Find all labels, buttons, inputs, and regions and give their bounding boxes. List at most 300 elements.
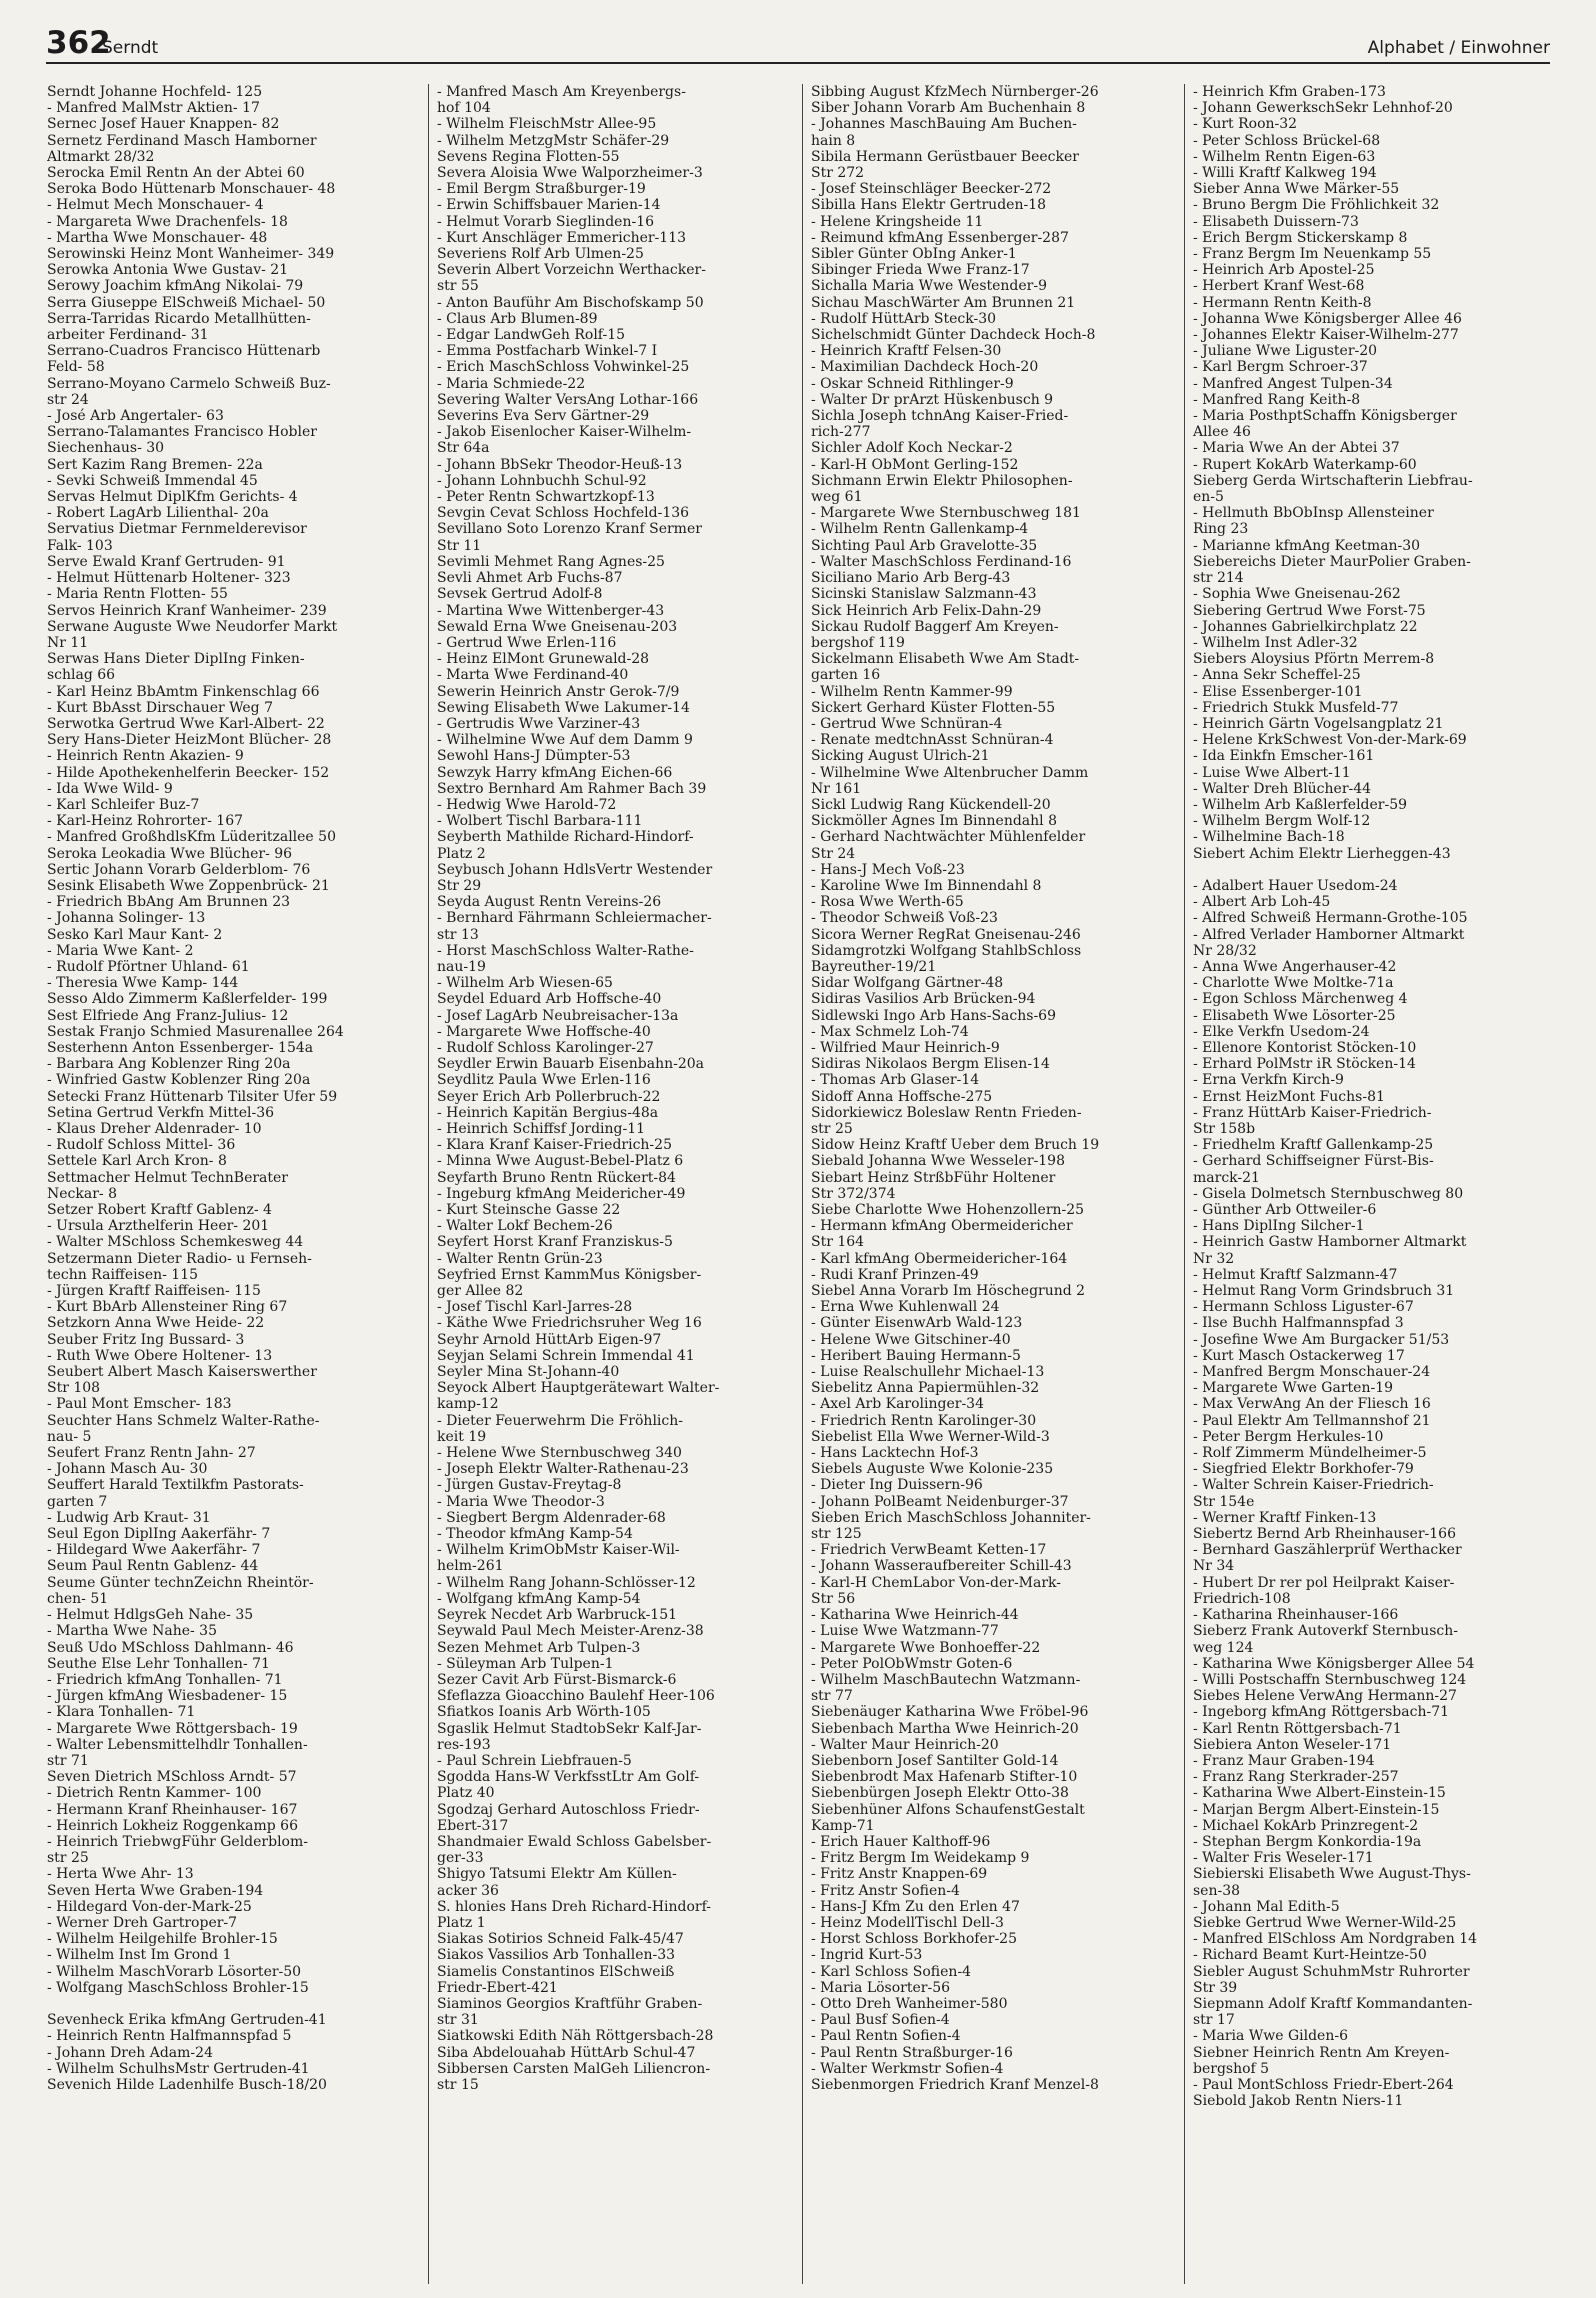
directory-entry: Sidow Heinz Kraftf Ueber dem Bruch 19 bbox=[811, 1137, 1100, 1154]
directory-entry: - Hans-J Mech Voß-23 bbox=[811, 861, 965, 878]
directory-entry: - Erich Hauer Kalthoff-96 bbox=[811, 1833, 991, 1850]
directory-entry: Seydel Eduard Arb Hoffsche-40 bbox=[437, 991, 662, 1008]
directory-entry: - Johanna Wwe Königsberger Allee 46 bbox=[1193, 310, 1462, 327]
directory-entry: - Fritz Anstr Sofien-4 bbox=[811, 1882, 960, 1899]
directory-entry: Sieber Anna Wwe Märker-55 bbox=[1193, 181, 1400, 198]
directory-entry: - Elisabeth Duissern-73 bbox=[1193, 213, 1359, 230]
directory-entry: Sibinger Frieda Wwe Franz-17 bbox=[811, 262, 1030, 279]
directory-entry: - Paul Mont Emscher- 183 bbox=[47, 1396, 232, 1413]
directory-entry: Sickmöller Agnes Im Binnendahl 8 bbox=[811, 813, 1058, 830]
directory-entry: - Manfred ElSchloss Am Nordgraben 14 bbox=[1193, 1931, 1478, 1948]
directory-entry: - Hermann Kranf Rheinhauser- 167 bbox=[47, 1801, 298, 1818]
directory-entry: - Hedwig Wwe Harold-72 bbox=[437, 796, 617, 813]
directory-entry: str 125 bbox=[811, 1526, 862, 1543]
directory-entry: - Ernst HeizMont Fuchs-81 bbox=[1193, 1088, 1385, 1105]
directory-entry: - Ida Wwe Wild- 9 bbox=[47, 780, 173, 797]
directory-entry: - Stephan Bergm Konkordia-19a bbox=[1193, 1833, 1422, 1850]
directory-entry: - Peter PolObWmstr Goten-6 bbox=[811, 1655, 1013, 1672]
directory-entry: Severing Walter VersAng Lothar-166 bbox=[437, 391, 699, 408]
directory-entry: - Reimund kfmAng Essenberger-287 bbox=[811, 229, 1069, 246]
directory-entry: - Elisabeth Wwe Lösorter-25 bbox=[1193, 1007, 1396, 1024]
directory-entry: Siepmann Adolf Kraftf Kommandanten- bbox=[1193, 1995, 1473, 2012]
directory-entry: str 31 bbox=[437, 2012, 479, 2029]
directory-entry: Siebart Heinz StrßbFühr Holtener bbox=[811, 1169, 1056, 1186]
directory-entry: Siebe Charlotte Wwe Hohenzollern-25 bbox=[811, 1202, 1085, 1219]
directory-columns bbox=[0, 84, 1596, 2284]
directory-entry: - Jürgen Kraftf Raiffeisen- 115 bbox=[47, 1283, 261, 1300]
directory-entry: weg 61 bbox=[811, 489, 863, 506]
directory-entry: - Charlotte Wwe Moltke-71a bbox=[1193, 975, 1394, 992]
directory-entry: Siamelis Constantinos ElSchweiß bbox=[437, 1963, 675, 1980]
directory-entry: Platz 2 bbox=[437, 845, 486, 862]
directory-entry: - Hans-J Kfm Zu den Erlen 47 bbox=[811, 1898, 1020, 1915]
directory-entry: Sickl Ludwig Rang Kückendell-20 bbox=[811, 796, 1051, 813]
directory-entry: Nr 34 bbox=[1193, 1558, 1235, 1575]
directory-entry: Serwotka Gertrud Wwe Karl-Albert- 22 bbox=[47, 715, 325, 732]
directory-entry: - Margareta Wwe Drachenfels- 18 bbox=[47, 213, 288, 230]
directory-entry: Seyhr Arnold HüttArb Eigen-97 bbox=[437, 1331, 662, 1348]
directory-entry: Serwane Auguste Wwe Neudorfer Markt bbox=[47, 618, 338, 635]
directory-entry: Seyrek Necdet Arb Warbruck-151 bbox=[437, 1607, 678, 1624]
directory-entry: Seyler Mina St-Johann-40 bbox=[437, 1364, 620, 1381]
directory-entry: - Elise Essenberger-101 bbox=[1193, 683, 1363, 700]
directory-entry: garten 7 bbox=[47, 1493, 108, 1510]
directory-entry: - Manfred Masch Am Kreyenbergs- bbox=[437, 84, 686, 100]
directory-entry: Serrano-Moyano Carmelo Schweiß Buz- bbox=[47, 375, 331, 392]
directory-entry: Serowinski Heinz Mont Wanheimer- 349 bbox=[47, 246, 335, 263]
directory-entry: Servatius Dietmar Fernmelderevisor bbox=[47, 521, 307, 538]
directory-entry: Sieberg Gerda Wirtschafterin Liebfrau- bbox=[1193, 472, 1473, 489]
directory-entry: Sextro Bernhard Am Rahmer Bach 39 bbox=[437, 780, 707, 797]
section-title: Alphabet / Einwohner bbox=[1367, 38, 1550, 58]
directory-entry: Serowy Joachim kfmAng Nikolai- 79 bbox=[47, 278, 304, 295]
directory-entry: - Ingrid Kurt-53 bbox=[811, 1947, 923, 1964]
directory-entry: schlag 66 bbox=[47, 667, 116, 684]
directory-entry: - Bernhard Fährmann Schleiermacher- bbox=[437, 910, 712, 927]
directory-entry: Severins Eva Serv Gärtner-29 bbox=[437, 408, 650, 425]
directory-entry: - Erhard PolMstr iR Stöcken-14 bbox=[1193, 1056, 1416, 1073]
directory-entry: - Hermann kfmAng Obermeidericher bbox=[811, 1218, 1073, 1235]
directory-entry: Str 24 bbox=[811, 845, 856, 862]
directory-entry: Friedrich-108 bbox=[1193, 1590, 1291, 1607]
directory-entry: keit 19 bbox=[437, 1428, 487, 1445]
directory-entry: - Gertrud Wwe Erlen-116 bbox=[437, 634, 617, 651]
directory-entry: Seroka Bodo Hüttenarb Monschauer- 48 bbox=[47, 181, 336, 198]
directory-entry: - Friedrich Rentn Karolinger-30 bbox=[811, 1412, 1037, 1429]
directory-entry: - Otto Dreh Wanheimer-580 bbox=[811, 1995, 1008, 2012]
directory-entry: Str 164 bbox=[811, 1234, 865, 1251]
directory-entry: - Ellenore Kontorist Stöcken-10 bbox=[1193, 1039, 1417, 1056]
directory-entry: - Johann BbSekr Theodor-Heuß-13 bbox=[437, 456, 683, 473]
directory-entry: Seuchter Hans Schmelz Walter-Rathe- bbox=[47, 1412, 320, 1429]
directory-entry: Seufert Franz Rentn Jahn- 27 bbox=[47, 1445, 256, 1462]
directory-entry: Sibbing August KfzMech Nürnberger-26 bbox=[811, 84, 1099, 100]
directory-entry: Sickau Rudolf Baggerf Am Kreyen- bbox=[811, 618, 1059, 635]
directory-entry: - Fritz Anstr Knappen-69 bbox=[811, 1866, 988, 1883]
directory-entry: - Paul MontSchloss Friedr-Ebert-264 bbox=[1193, 2076, 1454, 2093]
directory-entry: - Ruth Wwe Obere Holtener- 13 bbox=[47, 1347, 273, 1364]
directory-entry: - Dieter Feuerwehrm Die Fröhlich- bbox=[437, 1412, 683, 1429]
directory-entry: Seum Paul Rentn Gablenz- 44 bbox=[47, 1558, 259, 1575]
directory-entry: Sidlewski Ingo Arb Hans-Sachs-69 bbox=[811, 1007, 1056, 1024]
directory-entry: - Ilse Buchh Halfmannspfad 3 bbox=[1193, 1315, 1404, 1332]
directory-entry: Sewald Erna Wwe Gneisenau-203 bbox=[437, 618, 678, 635]
directory-entry: - Hildegard Von-der-Mark-25 bbox=[47, 1898, 252, 1915]
directory-entry: Sevillano Soto Lorenzo Kranf Sermer bbox=[437, 521, 702, 538]
directory-entry: Sgaslik Helmut StadtobSekr Kalf-Jar- bbox=[437, 1720, 702, 1737]
directory-entry: Sfiatkos Ioanis Arb Wörth-105 bbox=[437, 1704, 651, 1721]
directory-entry: - Gisela Dolmetsch Sternbuschweg 80 bbox=[1193, 1185, 1464, 1202]
directory-entry: Str 158b bbox=[1193, 1121, 1256, 1137]
directory-entry: - Walter Dreh Blücher-44 bbox=[1193, 780, 1372, 797]
directory-entry: Seyock Albert Hauptgerätewart Walter- bbox=[437, 1380, 720, 1397]
directory-entry: Servos Heinrich Kranf Wanheimer- 239 bbox=[47, 602, 327, 619]
directory-entry: - Dieter Ing Duissern-96 bbox=[811, 1477, 983, 1494]
directory-entry: - Johann Lohnbuchh Schul-92 bbox=[437, 472, 647, 489]
directory-entry: - Katharina Wwe Albert-Einstein-15 bbox=[1193, 1785, 1446, 1802]
directory-entry: - Alfred Schweiß Hermann-Grothe-105 bbox=[1193, 910, 1468, 927]
directory-entry: - Wilhelm MaschVorarb Lösorter-50 bbox=[47, 1963, 302, 1980]
directory-entry: Sidamgrotzki Wolfgang StahlbSchloss bbox=[811, 942, 1082, 959]
directory-entry: Seven Herta Wwe Graben-194 bbox=[47, 1882, 264, 1899]
directory-entry: - José Arb Angertaler- 63 bbox=[47, 408, 224, 425]
directory-entry: - Helmut Rang Vorm Grindsbruch 31 bbox=[1193, 1283, 1455, 1300]
directory-entry: - Albert Arb Loh-45 bbox=[1193, 894, 1331, 911]
directory-entry: Seyer Erich Arb Pollerbruch-22 bbox=[437, 1088, 661, 1105]
directory-entry: Seydlitz Paula Wwe Erlen-116 bbox=[437, 1072, 651, 1089]
directory-entry: - Walter Rentn Grün-23 bbox=[437, 1250, 603, 1267]
directory-entry: - Rudolf HüttArb Steck-30 bbox=[811, 310, 997, 327]
directory-entry: str 71 bbox=[47, 1752, 89, 1769]
directory-entry: - Marjan Bergm Albert-Einstein-15 bbox=[1193, 1801, 1440, 1818]
directory-entry: - Helene Kringsheide 11 bbox=[811, 213, 984, 230]
directory-entry: - Günther Arb Ottweiler-6 bbox=[1193, 1202, 1377, 1219]
directory-entry: - Hans DiplIng Silcher-1 bbox=[1193, 1218, 1365, 1235]
directory-entry: - Johann Masch Au- 30 bbox=[47, 1461, 208, 1478]
directory-entry: Sevens Regina Flotten-55 bbox=[437, 148, 620, 165]
directory-entry: - Gerhard Schiffseigner Fürst-Bis- bbox=[1193, 1153, 1434, 1170]
directory-entry: Seuber Fritz Ing Bussard- 3 bbox=[47, 1331, 245, 1348]
directory-entry: Shigyo Tatsumi Elektr Am Küllen- bbox=[437, 1866, 677, 1883]
directory-entry: - Heinrich Gastw Hamborner Altmarkt bbox=[1193, 1234, 1467, 1251]
directory-entry: - Kurt BbAsst Dirschauer Weg 7 bbox=[47, 699, 274, 716]
directory-entry: nau-19 bbox=[437, 958, 486, 975]
directory-entry: - Karl-H ObMont Gerling-152 bbox=[811, 456, 1019, 473]
directory-entry: - Heinrich Kapitän Bergius-48a bbox=[437, 1104, 659, 1121]
directory-entry: - Johann Wasseraufbereiter Schill-43 bbox=[811, 1558, 1072, 1575]
directory-entry: Sidorkiewicz Boleslaw Rentn Frieden- bbox=[811, 1104, 1082, 1121]
directory-entry: - Wilhelm Heilgehilfe Brohler-15 bbox=[47, 1931, 278, 1948]
directory-entry: Ring 23 bbox=[1193, 521, 1249, 538]
directory-entry: Siaminos Georgios Kraftführ Graben- bbox=[437, 1995, 703, 2012]
directory-entry: - Margarete Wwe Röttgersbach- 19 bbox=[47, 1720, 298, 1737]
directory-entry: - Günter EisenwArb Wald-123 bbox=[811, 1315, 1023, 1332]
directory-entry: Nr 161 bbox=[811, 780, 862, 797]
directory-entry: - Theresia Wwe Kamp- 144 bbox=[47, 975, 239, 992]
directory-entry: Sest Elfriede Ang Franz-Julius- 12 bbox=[47, 1007, 289, 1024]
directory-entry: Seyfert Horst Kranf Franziskus-5 bbox=[437, 1234, 673, 1251]
directory-entry: - Michael KokArb Prinzregent-2 bbox=[1193, 1817, 1419, 1834]
directory-entry: - Paul Rentn Straßburger-16 bbox=[811, 2044, 1013, 2061]
directory-entry: - Rudolf Schloss Karolinger-27 bbox=[437, 1039, 654, 1056]
directory-entry: - Erich Bergm Stickerskamp 8 bbox=[1193, 229, 1408, 246]
directory-entry: - Manfred Angest Tulpen-34 bbox=[1193, 375, 1393, 392]
directory-entry: - Elke Verkfn Usedom-24 bbox=[1193, 1023, 1370, 1040]
directory-entry: Str 108 bbox=[47, 1380, 101, 1397]
directory-entry: - Erna Verkfn Kirch-9 bbox=[1193, 1072, 1344, 1089]
directory-entry: - Wolbert Tischl Barbara-111 bbox=[437, 813, 643, 830]
directory-entry: Siebke Gertrud Wwe Werner-Wild-25 bbox=[1193, 1914, 1457, 1931]
directory-entry: - Walter Maur Heinrich-20 bbox=[811, 1736, 999, 1753]
directory-entry: - Ursula Arzthelferin Heer- 201 bbox=[47, 1218, 270, 1235]
directory-entry: Siebiera Anton Weseler-171 bbox=[1193, 1736, 1392, 1753]
directory-entry: Sibbersen Carsten MalGeh Liliencron- bbox=[437, 2060, 711, 2077]
directory-entry bbox=[47, 1996, 389, 2012]
directory-column-1 bbox=[47, 84, 389, 2284]
directory-entry: ger-33 bbox=[437, 1850, 484, 1867]
directory-entry: - Hermann Rentn Keith-8 bbox=[1193, 294, 1372, 311]
directory-entry: - Martha Wwe Monschauer- 48 bbox=[47, 229, 268, 246]
directory-entry: Seuß Udo MSchloss Dahlmann- 46 bbox=[47, 1639, 294, 1656]
directory-entry: - Maria Schmiede-22 bbox=[437, 375, 586, 392]
directory-entry: Friedr-Ebert-421 bbox=[437, 1979, 558, 1996]
directory-entry: Sichmann Erwin Elektr Philosophen- bbox=[811, 472, 1073, 489]
directory-entry: - Siegfried Elektr Borkhofer-79 bbox=[1193, 1461, 1414, 1478]
directory-entry: Siebierski Elisabeth Wwe August-Thys- bbox=[1193, 1866, 1471, 1883]
directory-entry: - Josefine Wwe Am Burgacker 51/53 bbox=[1193, 1331, 1450, 1348]
directory-entry: Siebner Heinrich Rentn Am Kreyen- bbox=[1193, 2044, 1450, 2061]
directory-entry: Sichalla Maria Wwe Westender-9 bbox=[811, 278, 1048, 295]
directory-entry: - Wolfgang kfmAng Kamp-54 bbox=[437, 1590, 641, 1607]
directory-entry: - Karl Bergm Schroer-37 bbox=[1193, 359, 1368, 376]
directory-entry: bergshof 5 bbox=[1193, 2060, 1270, 2077]
directory-entry: Sichler Adolf Koch Neckar-2 bbox=[811, 440, 1013, 457]
directory-entry: - Anna Sekr Scheffel-25 bbox=[1193, 667, 1361, 684]
directory-entry: Siebel Anna Vorarb Im Höschegrund 2 bbox=[811, 1283, 1086, 1300]
directory-entry: Feld- 58 bbox=[47, 359, 105, 376]
directory-entry: rich-277 bbox=[811, 424, 871, 441]
directory-entry: - Josef Tischl Karl-Jarres-28 bbox=[437, 1299, 633, 1316]
directory-entry: - Luise Realschullehr Michael-13 bbox=[811, 1364, 1045, 1381]
directory-entry: Siebold Jakob Rentn Niers-11 bbox=[1193, 2093, 1404, 2110]
directory-entry: Siakas Sotirios Schneid Falk-45/47 bbox=[437, 1931, 684, 1948]
directory-entry: Siber Johann Vorarb Am Buchenhain 8 bbox=[811, 100, 1086, 117]
directory-entry: str 214 bbox=[1193, 570, 1244, 587]
directory-entry: - Adalbert Hauer Usedom-24 bbox=[1193, 877, 1398, 894]
directory-entry: - Walter Lokf Bechem-26 bbox=[437, 1218, 613, 1235]
directory-entry: Siatkowski Edith Näh Röttgersbach-28 bbox=[437, 2028, 714, 2045]
directory-entry: - Hubert Dr rer pol Heilprakt Kaiser- bbox=[1193, 1574, 1455, 1591]
directory-entry: sen-38 bbox=[1193, 1882, 1241, 1899]
directory-entry: - Helene Wwe Gitschiner-40 bbox=[811, 1331, 1011, 1348]
directory-entry: - Johann GewerkschSekr Lehnhof-20 bbox=[1193, 100, 1453, 117]
directory-entry: kamp-12 bbox=[437, 1396, 499, 1413]
directory-entry: - Wilhelm KrimObMstr Kaiser-Wil- bbox=[437, 1542, 680, 1559]
directory-entry: - Martina Wwe Wittenberger-43 bbox=[437, 602, 665, 619]
directory-entry: - Heinz ElMont Grunewald-28 bbox=[437, 651, 650, 668]
directory-entry: - Margarete Wwe Garten-19 bbox=[1193, 1380, 1394, 1397]
directory-entry: - Sevki Schweiß Immendal 45 bbox=[47, 472, 258, 489]
directory-entry: Setzkorn Anna Wwe Heide- 22 bbox=[47, 1315, 265, 1332]
directory-entry: - Wilfried Maur Heinrich-9 bbox=[811, 1039, 1000, 1056]
directory-entry: Bayreuther-19/21 bbox=[811, 958, 937, 975]
directory-entry: Str 272 bbox=[811, 165, 865, 182]
directory-entry: - Ida Einkfn Emscher-161 bbox=[1193, 748, 1375, 765]
directory-entry: Str 56 bbox=[811, 1590, 856, 1607]
directory-entry: Serndt Johanne Hochfeld- 125 bbox=[47, 84, 263, 100]
directory-entry: Serrano-Talamantes Francisco Hobler bbox=[47, 424, 317, 441]
directory-entry: - Karl kfmAng Obermeidericher-164 bbox=[811, 1250, 1068, 1267]
directory-entry: Platz 1 bbox=[437, 1914, 486, 1931]
directory-entry: Serve Ewald Kranf Gertruden- 91 bbox=[47, 553, 286, 570]
directory-entry: - Johanna Solinger- 13 bbox=[47, 910, 206, 927]
directory-entry: - Heinrich Kraftf Felsen-30 bbox=[811, 343, 1002, 360]
directory-entry: Sery Hans-Dieter HeizMont Blücher- 28 bbox=[47, 732, 332, 749]
directory-entry: str 24 bbox=[47, 391, 89, 408]
directory-entry: Siebels Auguste Wwe Kolonie-235 bbox=[811, 1461, 1054, 1478]
directory-entry: Sewerin Heinrich Anstr Gerok-7/9 bbox=[437, 683, 680, 700]
directory-entry: - Johannes Elektr Kaiser-Wilhelm-277 bbox=[1193, 327, 1459, 344]
directory-entry: - Karl Schloss Sofien-4 bbox=[811, 1963, 972, 1980]
directory-entry: str 77 bbox=[811, 1688, 853, 1705]
directory-entry: - Ludwig Arb Kraut- 31 bbox=[47, 1509, 211, 1526]
directory-entry: - Maria Wwe Gilden-6 bbox=[1193, 2028, 1348, 2045]
directory-entry: - Karl-Heinz Rohrorter- 167 bbox=[47, 813, 244, 830]
directory-entry: - Josef LagArb Neubreisacher-13a bbox=[437, 1007, 679, 1024]
directory-entry: str 15 bbox=[437, 2076, 479, 2093]
directory-entry: Altmarkt 28/32 bbox=[47, 148, 155, 165]
directory-entry: - Theodor Schweiß Voß-23 bbox=[811, 910, 998, 927]
directory-entry: Seyfried Ernst KammMus Königsber- bbox=[437, 1266, 702, 1283]
directory-entry: - Margarete Wwe Hoffsche-40 bbox=[437, 1023, 651, 1040]
directory-entry: Setzer Robert Kraftf Gablenz- 4 bbox=[47, 1202, 272, 1219]
directory-entry: Sichau MaschWärter Am Brunnen 21 bbox=[811, 294, 1076, 311]
directory-entry: - Walter Lebensmittelhdlr Tonhallen- bbox=[47, 1736, 308, 1753]
directory-entry: - Rudi Kranf Prinzen-49 bbox=[811, 1266, 979, 1283]
directory-entry: - Johann Dreh Adam-24 bbox=[47, 2044, 213, 2061]
directory-entry: - Bruno Bergm Die Fröhlichkeit 32 bbox=[1193, 197, 1440, 214]
directory-entry: Sicinski Stanislaw Salzmann-43 bbox=[811, 586, 1037, 603]
directory-entry: - Rupert KokArb Waterkamp-60 bbox=[1193, 456, 1417, 473]
directory-entry: - Walter Fris Weseler-171 bbox=[1193, 1850, 1374, 1867]
directory-entry: - Wilhelmine Wwe Altenbrucher Damm bbox=[811, 764, 1089, 781]
directory-entry: Serwas Hans Dieter DiplIng Finken- bbox=[47, 651, 305, 668]
directory-entry: Sertic Johann Vorarb Gelderblom- 76 bbox=[47, 861, 311, 878]
directory-entry: Sesterhenn Anton Essenberger- 154a bbox=[47, 1039, 314, 1056]
directory-entry: Severa Aloisia Wwe Walporzheimer-3 bbox=[437, 165, 703, 182]
directory-entry: str 13 bbox=[437, 926, 479, 943]
directory-entry: - Hellmuth BbObInsp Allensteiner bbox=[1193, 505, 1434, 522]
directory-entry: Seroka Leokadia Wwe Blücher- 96 bbox=[47, 845, 293, 862]
directory-entry: - Wilhelm MaschBautechn Watzmann- bbox=[811, 1671, 1081, 1688]
directory-entry: Str 372/374 bbox=[811, 1185, 896, 1202]
directory-column-4 bbox=[1184, 84, 1535, 2284]
directory-entry: Serra Giuseppe ElSchweiß Michael- 50 bbox=[47, 294, 326, 311]
directory-entry: - Gertrud Wwe Schnüran-4 bbox=[811, 715, 1003, 732]
directory-entry: str 25 bbox=[47, 1850, 89, 1867]
directory-entry: Settele Karl Arch Kron- 8 bbox=[47, 1153, 227, 1170]
running-head: Serndt bbox=[102, 38, 159, 58]
directory-entry: - Paul Rentn Sofien-4 bbox=[811, 2028, 961, 2045]
directory-entry: - Helmut Hüttenarb Holtener- 323 bbox=[47, 570, 291, 587]
directory-entry: - Paul Busf Sofien-4 bbox=[811, 2012, 950, 2029]
directory-entry: Sieberz Frank Autoverkf Sternbusch- bbox=[1193, 1623, 1458, 1640]
directory-entry: Siebenbürgen Joseph Elektr Otto-38 bbox=[811, 1785, 1069, 1802]
directory-entry: - Franz Bergm Im Neuenkamp 55 bbox=[1193, 246, 1432, 263]
directory-entry: - Karoline Wwe Im Binnendahl 8 bbox=[811, 877, 1042, 894]
directory-entry: Siciliano Mario Arb Berg-43 bbox=[811, 570, 1011, 587]
directory-entry: Seven Dietrich MSchloss Arndt- 57 bbox=[47, 1769, 297, 1786]
directory-entry: str 55 bbox=[437, 278, 479, 295]
directory-entry: Sieben Erich MaschSchloss Johanniter- bbox=[811, 1509, 1091, 1526]
directory-entry: - Süleyman Arb Tulpen-1 bbox=[437, 1655, 614, 1672]
directory-entry: Str 64a bbox=[437, 440, 490, 457]
directory-entry: - Claus Arb Blumen-89 bbox=[437, 310, 598, 327]
directory-entry: - Wilhelm Rentn Gallenkamp-4 bbox=[811, 521, 1029, 538]
directory-entry: Sevenich Hilde Ladenhilfe Busch-18/20 bbox=[47, 2076, 327, 2093]
directory-entry: - Wilhelm Rentn Kammer-99 bbox=[811, 683, 1013, 700]
directory-entry: Seume Günter technZeichn Rheintör- bbox=[47, 1574, 314, 1591]
directory-entry: - Wolfgang MaschSchloss Brohler-15 bbox=[47, 1979, 309, 1996]
directory-entry: - Hildegard Wwe Aakerfähr- 7 bbox=[47, 1542, 261, 1559]
directory-entry: chen- 51 bbox=[47, 1590, 109, 1607]
page-number: 362 bbox=[46, 25, 111, 61]
directory-entry: en-5 bbox=[1193, 489, 1224, 506]
directory-entry: - Wilhelm Arb Wiesen-65 bbox=[437, 975, 613, 992]
directory-entry: Sidar Wolfgang Gärtner-48 bbox=[811, 975, 1004, 992]
directory-entry: - Oskar Schneid Rithlinger-9 bbox=[811, 375, 1014, 392]
directory-entry: Sidiras Nikolaos Bergm Elisen-14 bbox=[811, 1056, 1050, 1073]
directory-entry: - Maximilian Dachdeck Hoch-20 bbox=[811, 359, 1039, 376]
directory-entry: - Käthe Wwe Friedrichsruher Weg 16 bbox=[437, 1315, 702, 1332]
directory-entry: - Sophia Wwe Gneisenau-262 bbox=[1193, 586, 1401, 603]
directory-entry: - Manfred Rang Keith-8 bbox=[1193, 391, 1361, 408]
directory-entry: Serra-Tarridas Ricardo Metallhütten- bbox=[47, 310, 311, 327]
directory-entry: bergshof 119 bbox=[811, 634, 905, 651]
directory-entry: - Rosa Wwe Werth-65 bbox=[811, 894, 964, 911]
directory-entry: Severiens Rolf Arb Ulmen-25 bbox=[437, 246, 644, 263]
directory-entry: Sick Heinrich Arb Felix-Dahn-29 bbox=[811, 602, 1042, 619]
directory-entry: - Katharina Rheinhauser-166 bbox=[1193, 1607, 1399, 1624]
directory-entry: Serrano-Cuadros Francisco Hüttenarb bbox=[47, 343, 321, 360]
directory-entry: - Robert LagArb Lilienthal- 20a bbox=[47, 505, 269, 522]
directory-entry: - Wilhelm SchulhsMstr Gertruden-41 bbox=[47, 2060, 310, 2077]
directory-entry: - Werner Kraftf Finken-13 bbox=[1193, 1509, 1377, 1526]
directory-entry: - Max VerwAng An der Fliesch 16 bbox=[1193, 1396, 1431, 1413]
directory-entry: hof 104 bbox=[437, 100, 491, 117]
directory-entry: ger Allee 82 bbox=[437, 1283, 524, 1300]
directory-entry: - Wilhelm Rang Johann-Schlösser-12 bbox=[437, 1574, 696, 1591]
directory-entry: Sgodzaj Gerhard Autoschloss Friedr- bbox=[437, 1801, 700, 1818]
directory-entry: Sicking August Ulrich-21 bbox=[811, 748, 990, 765]
directory-entry: - Luise Wwe Albert-11 bbox=[1193, 764, 1351, 781]
directory-entry: - Walter MSchloss Schemkesweg 44 bbox=[47, 1234, 304, 1251]
directory-entry: - Fritz Bergm Im Weidekamp 9 bbox=[811, 1850, 1030, 1867]
directory-entry: - Rudolf Pförtner Uhland- 61 bbox=[47, 958, 250, 975]
directory-entry: - Johann Mal Edith-5 bbox=[1193, 1898, 1340, 1915]
directory-entry: - Richard Beamt Kurt-Heintze-50 bbox=[1193, 1947, 1427, 1964]
directory-entry: Sibilla Hans Elektr Gertruden-18 bbox=[811, 197, 1047, 214]
directory-entry: - Wilhelmine Wwe Auf dem Damm 9 bbox=[437, 732, 693, 749]
directory-entry: Sgodda Hans-W VerkfsstLtr Am Golf- bbox=[437, 1769, 700, 1786]
directory-entry: - Margarete Wwe Sternbuschweg 181 bbox=[811, 505, 1081, 522]
directory-entry: Setecki Franz Hüttenarb Tilsiter Ufer 59 bbox=[47, 1088, 338, 1105]
directory-entry: Sezer Cavit Arb Fürst-Bismarck-6 bbox=[437, 1671, 677, 1688]
directory-entry: Platz 40 bbox=[437, 1785, 495, 1802]
directory-entry: - Heinrich Arb Apostel-25 bbox=[1193, 262, 1375, 279]
directory-entry: - Wilhelmine Bach-18 bbox=[1193, 829, 1345, 846]
directory-entry: - Helmut Vorarb Sieglinden-16 bbox=[437, 213, 655, 230]
